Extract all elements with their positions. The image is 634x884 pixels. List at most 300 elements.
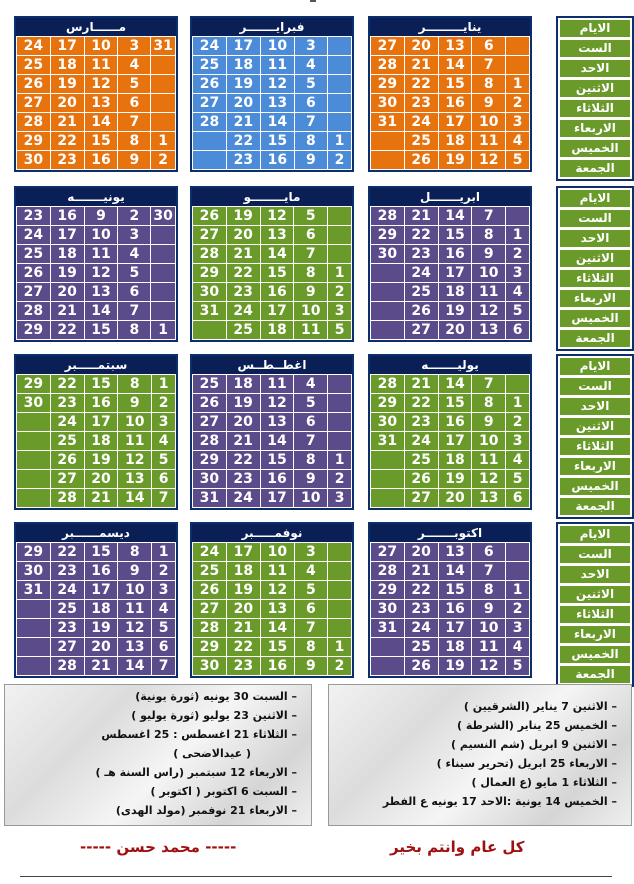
date-cell	[328, 37, 352, 56]
holiday-line: – الخميس 14 يونية :الاحد 17 يونيه ع الفطر	[382, 795, 617, 808]
date-cell: 23	[404, 94, 438, 113]
date-cell: 9	[472, 600, 506, 619]
day-label: الست	[559, 209, 631, 228]
week-row	[193, 132, 352, 151]
date-cell: 17	[260, 489, 294, 508]
date-cell	[328, 226, 352, 245]
date-cell	[506, 375, 530, 394]
date-cell: 11	[260, 56, 294, 75]
date-cell: 25	[404, 132, 438, 151]
date-cell	[328, 207, 352, 226]
date-cell	[506, 207, 530, 226]
month-calendar	[368, 16, 532, 172]
date-cell: 13	[260, 413, 294, 432]
holiday-line: – السبت 30 يونيه (ثورة يونية)	[135, 690, 297, 703]
date-cell	[328, 600, 352, 619]
week-row	[371, 226, 530, 245]
date-cell: 17	[50, 37, 84, 56]
week-row	[17, 207, 176, 226]
holiday-line: – الخميس 25 يناير (الشرطة )	[457, 719, 617, 732]
date-cell: 27	[193, 94, 227, 113]
date-cell	[193, 321, 227, 340]
date-cell: 15	[84, 321, 118, 340]
date-cell: 12	[260, 75, 294, 94]
date-cell: 8	[294, 451, 328, 470]
date-cell: 14	[438, 562, 472, 581]
date-cell: 1	[151, 132, 176, 151]
date-cell: 19	[438, 657, 472, 676]
date-cell: 15	[84, 543, 118, 562]
date-cell: 26	[404, 470, 438, 489]
date-cell	[371, 302, 405, 321]
date-cell	[371, 470, 405, 489]
date-cell: 29	[193, 638, 227, 657]
date-cell	[328, 113, 352, 132]
date-cell: 13	[84, 283, 118, 302]
date-cell: 14	[260, 113, 294, 132]
week-row	[371, 56, 530, 75]
date-cell: 27	[371, 37, 405, 56]
date-cell: 12	[84, 264, 118, 283]
date-cell: 18	[226, 562, 260, 581]
date-cell: 8	[118, 132, 151, 151]
date-cell: 6	[294, 600, 327, 619]
date-cell: 24	[404, 432, 438, 451]
date-cell: 26	[50, 451, 84, 470]
date-cell: 12	[118, 619, 152, 638]
date-cell: 6	[472, 543, 506, 562]
date-cell: 7	[294, 432, 328, 451]
date-cell: 20	[404, 37, 438, 56]
date-cell: 9	[294, 283, 328, 302]
week-row	[17, 432, 176, 451]
month-calendar	[14, 522, 178, 678]
month-title: مــــــارس	[16, 18, 176, 36]
date-cell: 6	[506, 489, 530, 508]
date-cell: 30	[371, 413, 405, 432]
date-cell: 25	[50, 432, 84, 451]
date-cell: 17	[438, 113, 472, 132]
date-cell: 30	[193, 470, 227, 489]
week-row	[193, 207, 352, 226]
week-row	[17, 75, 176, 94]
week-row	[371, 451, 530, 470]
week-row	[193, 151, 352, 170]
date-cell: 15	[438, 226, 472, 245]
date-cell: 16	[438, 245, 472, 264]
month-title: اغطــطــس	[192, 356, 352, 374]
date-cell: 21	[404, 375, 438, 394]
week-row	[17, 245, 176, 264]
date-cell: 31	[193, 489, 227, 508]
date-cell: 30	[193, 283, 227, 302]
date-cell: 12	[472, 470, 506, 489]
holiday-line: – الاربعاء 12 سبتمبر (راس السنة هـ )	[95, 766, 297, 779]
date-cell: 4	[118, 245, 151, 264]
date-cell: 9	[472, 245, 506, 264]
week-row	[371, 562, 530, 581]
week-row	[17, 132, 176, 151]
date-cell: 1	[506, 226, 530, 245]
week-row	[193, 245, 352, 264]
date-cell: 10	[84, 226, 118, 245]
week-row	[193, 638, 352, 657]
holiday-line: – السبت 6 اكتوبر ( اكتوبر )	[150, 785, 297, 798]
month-calendar	[14, 16, 178, 172]
date-cell: 24	[404, 619, 438, 638]
holiday-line: – الثلاثاء 1 مايو (ع العمال )	[471, 776, 617, 789]
date-cell: 19	[84, 451, 118, 470]
holidays-box-right	[328, 684, 632, 826]
week-row	[371, 543, 530, 562]
date-cell: 20	[404, 543, 438, 562]
date-cell: 20	[438, 489, 472, 508]
date-cell: 13	[260, 600, 294, 619]
date-cell	[151, 226, 176, 245]
date-cell: 24	[404, 113, 438, 132]
week-row	[17, 321, 176, 340]
date-cell: 18	[84, 600, 118, 619]
date-cell: 18	[438, 132, 472, 151]
week-row	[17, 657, 176, 676]
month-calendar	[368, 186, 532, 342]
date-cell: 28	[17, 302, 51, 321]
date-cell: 28	[50, 657, 84, 676]
date-cell	[328, 375, 352, 394]
date-cell: 5	[294, 75, 327, 94]
date-cell: 5	[294, 581, 327, 600]
week-row	[17, 543, 176, 562]
days-column	[556, 16, 634, 181]
date-cell: 11	[472, 451, 506, 470]
date-cell: 5	[506, 302, 530, 321]
date-cell: 3	[152, 581, 176, 600]
date-cell: 12	[260, 207, 294, 226]
date-cell: 21	[226, 432, 260, 451]
date-cell: 2	[118, 207, 151, 226]
date-cell: 22	[226, 132, 260, 151]
month-title: ديسمــــــبر	[16, 524, 176, 542]
week-row	[371, 638, 530, 657]
date-cell: 16	[260, 657, 294, 676]
date-cell: 29	[371, 581, 405, 600]
week-row	[371, 394, 530, 413]
date-cell: 22	[404, 394, 438, 413]
date-cell: 10	[472, 432, 506, 451]
date-cell: 6	[294, 413, 328, 432]
date-cell: 21	[84, 657, 118, 676]
week-row	[193, 94, 352, 113]
week-row	[193, 37, 352, 56]
week-row	[371, 207, 530, 226]
date-cell: 8	[294, 132, 327, 151]
month-title: نوفمـــــبر	[192, 524, 352, 542]
date-cell	[506, 543, 530, 562]
date-cell	[506, 37, 530, 56]
date-cell: 3	[328, 302, 352, 321]
date-cell	[328, 581, 352, 600]
date-cell: 22	[404, 75, 438, 94]
date-cell: 19	[226, 394, 260, 413]
date-cell: 30	[17, 394, 51, 413]
date-cell: 23	[226, 151, 260, 170]
date-cell: 11	[472, 132, 506, 151]
date-cell: 16	[84, 562, 118, 581]
date-cell: 18	[438, 638, 472, 657]
date-cell: 7	[152, 657, 176, 676]
week-row	[17, 394, 176, 413]
date-cell: 19	[50, 264, 84, 283]
date-cell	[506, 56, 530, 75]
date-cell: 7	[294, 113, 327, 132]
date-cell: 30	[17, 151, 51, 170]
month-calendar	[14, 186, 178, 342]
date-cell: 15	[260, 132, 294, 151]
date-cell: 27	[50, 470, 84, 489]
date-cell: 29	[17, 375, 51, 394]
date-cell: 26	[404, 657, 438, 676]
date-cell: 14	[118, 657, 152, 676]
footer-author: ----- محمد حسن -----	[80, 838, 237, 856]
holiday-line: – الاثنين 9 ابريل (شم النسيم )	[450, 738, 617, 751]
month-title: ينايـــــــــر	[370, 18, 530, 36]
week-row	[17, 413, 176, 432]
date-cell: 12	[472, 657, 506, 676]
week-row	[193, 264, 352, 283]
date-cell	[151, 283, 176, 302]
date-cell: 19	[438, 302, 472, 321]
date-cell: 10	[118, 581, 152, 600]
date-cell: 13	[438, 37, 472, 56]
holiday-line: – الاثنين 7 يناير (الشرقيين )	[463, 700, 617, 713]
date-cell: 23	[404, 413, 438, 432]
week-row	[193, 394, 352, 413]
date-cell: 28	[17, 113, 51, 132]
date-cell: 15	[260, 264, 294, 283]
date-cell: 5	[152, 451, 176, 470]
date-cell: 13	[118, 470, 152, 489]
date-cell: 2	[506, 413, 530, 432]
date-cell: 14	[438, 56, 472, 75]
date-cell: 7	[294, 245, 328, 264]
date-cell	[17, 413, 51, 432]
date-cell	[151, 245, 176, 264]
date-cell: 5	[294, 394, 328, 413]
week-row	[193, 113, 352, 132]
holiday-line: – الاربعاء 21 نوفمبر (مولد الهدى)	[115, 804, 297, 817]
date-cell: 5	[328, 321, 352, 340]
date-cell: 20	[50, 283, 84, 302]
day-label: الست	[559, 39, 631, 58]
date-cell	[193, 151, 227, 170]
date-cell: 16	[260, 470, 294, 489]
date-cell: 18	[438, 451, 472, 470]
date-cell: 28	[371, 207, 405, 226]
date-cell	[328, 94, 352, 113]
date-cell: 2	[328, 657, 352, 676]
date-cell: 17	[50, 226, 84, 245]
holiday-line: ( عيدالاضحى )	[173, 747, 251, 760]
date-cell	[328, 413, 352, 432]
week-row	[193, 321, 352, 340]
date-cell: 7	[472, 207, 506, 226]
bottom-rule	[20, 876, 612, 877]
date-cell: 24	[50, 581, 84, 600]
week-row	[193, 562, 352, 581]
day-label: الثلاثاء	[559, 605, 631, 624]
day-label: الاربعاء	[559, 625, 631, 644]
day-label: الاحد	[559, 397, 631, 416]
date-cell: 20	[84, 470, 118, 489]
date-cell: 6	[294, 226, 328, 245]
date-cell: 10	[294, 489, 328, 508]
date-cell	[328, 75, 352, 94]
date-cell: 12	[260, 581, 294, 600]
month-calendar	[190, 186, 354, 342]
week-row	[193, 657, 352, 676]
date-cell: 31	[193, 302, 227, 321]
date-cell: 1	[328, 132, 352, 151]
date-cell	[328, 56, 352, 75]
date-cell: 13	[472, 489, 506, 508]
date-cell: 6	[118, 283, 151, 302]
date-cell: 22	[50, 321, 84, 340]
day-label: الايام	[559, 189, 631, 208]
week-row	[371, 132, 530, 151]
date-cell: 24	[193, 37, 227, 56]
week-row	[193, 619, 352, 638]
date-cell: 28	[193, 245, 227, 264]
day-label: الاثنين	[559, 249, 631, 268]
date-cell: 16	[438, 413, 472, 432]
week-row	[371, 264, 530, 283]
week-row	[371, 283, 530, 302]
week-row	[17, 581, 176, 600]
date-cell: 11	[260, 562, 294, 581]
date-cell: 24	[226, 302, 260, 321]
date-cell: 31	[371, 619, 405, 638]
date-cell: 8	[294, 638, 327, 657]
date-cell: 10	[118, 413, 152, 432]
date-cell: 25	[404, 283, 438, 302]
date-cell: 26	[404, 302, 438, 321]
date-cell: 23	[404, 600, 438, 619]
date-cell: 17	[438, 264, 472, 283]
date-cell: 2	[506, 600, 530, 619]
day-label: الايام	[559, 357, 631, 376]
date-cell: 17	[226, 37, 260, 56]
date-cell	[17, 600, 51, 619]
date-cell: 3	[328, 489, 352, 508]
date-cell: 4	[506, 638, 530, 657]
date-cell: 19	[226, 581, 260, 600]
date-cell: 26	[17, 75, 51, 94]
day-label: الخميس	[559, 309, 631, 328]
week-row	[193, 432, 352, 451]
week-row	[17, 375, 176, 394]
week-row	[17, 264, 176, 283]
date-cell: 16	[84, 151, 118, 170]
date-cell: 14	[118, 489, 152, 508]
date-cell	[371, 657, 405, 676]
date-cell: 27	[17, 94, 51, 113]
date-cell: 15	[438, 581, 472, 600]
date-cell: 3	[506, 432, 530, 451]
date-cell	[17, 432, 51, 451]
week-row	[371, 37, 530, 56]
date-cell: 17	[84, 581, 118, 600]
date-cell: 8	[118, 543, 152, 562]
week-row	[371, 321, 530, 340]
date-cell: 21	[50, 302, 84, 321]
date-cell: 2	[152, 562, 176, 581]
date-cell: 18	[260, 321, 294, 340]
week-row	[17, 37, 176, 56]
date-cell: 11	[472, 638, 506, 657]
date-cell: 13	[438, 543, 472, 562]
date-cell: 24	[17, 37, 51, 56]
date-cell: 13	[472, 321, 506, 340]
date-cell: 14	[260, 245, 294, 264]
date-cell: 27	[193, 600, 227, 619]
day-label: الاثنين	[559, 585, 631, 604]
date-cell: 20	[226, 413, 260, 432]
date-cell: 11	[84, 245, 118, 264]
date-cell: 19	[226, 75, 260, 94]
date-cell: 13	[260, 94, 294, 113]
date-cell: 4	[506, 132, 530, 151]
date-cell: 6	[472, 37, 506, 56]
month-title: يوليـــــــه	[370, 356, 530, 374]
date-cell: 31	[17, 581, 51, 600]
date-cell: 6	[118, 94, 151, 113]
date-cell	[151, 113, 176, 132]
date-cell	[371, 638, 405, 657]
day-label: الاربعاء	[559, 119, 631, 138]
date-cell: 14	[260, 432, 294, 451]
date-cell: 3	[294, 37, 327, 56]
date-cell: 15	[84, 132, 118, 151]
day-label: الاحد	[559, 565, 631, 584]
date-cell: 23	[50, 151, 84, 170]
date-cell: 11	[118, 600, 152, 619]
month-calendar	[190, 16, 354, 172]
date-cell: 27	[193, 226, 227, 245]
date-cell: 2	[152, 394, 176, 413]
date-cell	[328, 245, 352, 264]
date-cell: 2	[151, 151, 176, 170]
date-cell: 26	[404, 151, 438, 170]
date-cell	[151, 56, 176, 75]
date-cell: 18	[226, 375, 260, 394]
week-row	[17, 470, 176, 489]
date-cell: 10	[260, 37, 294, 56]
date-cell: 15	[438, 75, 472, 94]
date-cell	[328, 562, 352, 581]
date-cell: 29	[371, 226, 405, 245]
date-cell: 11	[260, 375, 294, 394]
week-row	[193, 489, 352, 508]
date-cell: 22	[404, 226, 438, 245]
date-cell: 6	[152, 638, 176, 657]
date-cell: 9	[472, 413, 506, 432]
week-row	[371, 470, 530, 489]
date-cell: 24	[17, 226, 51, 245]
date-cell: 10	[472, 113, 506, 132]
day-label: الاربعاء	[559, 289, 631, 308]
top-mark	[310, 0, 316, 2]
month-title: سبتمـــــبر	[16, 356, 176, 374]
